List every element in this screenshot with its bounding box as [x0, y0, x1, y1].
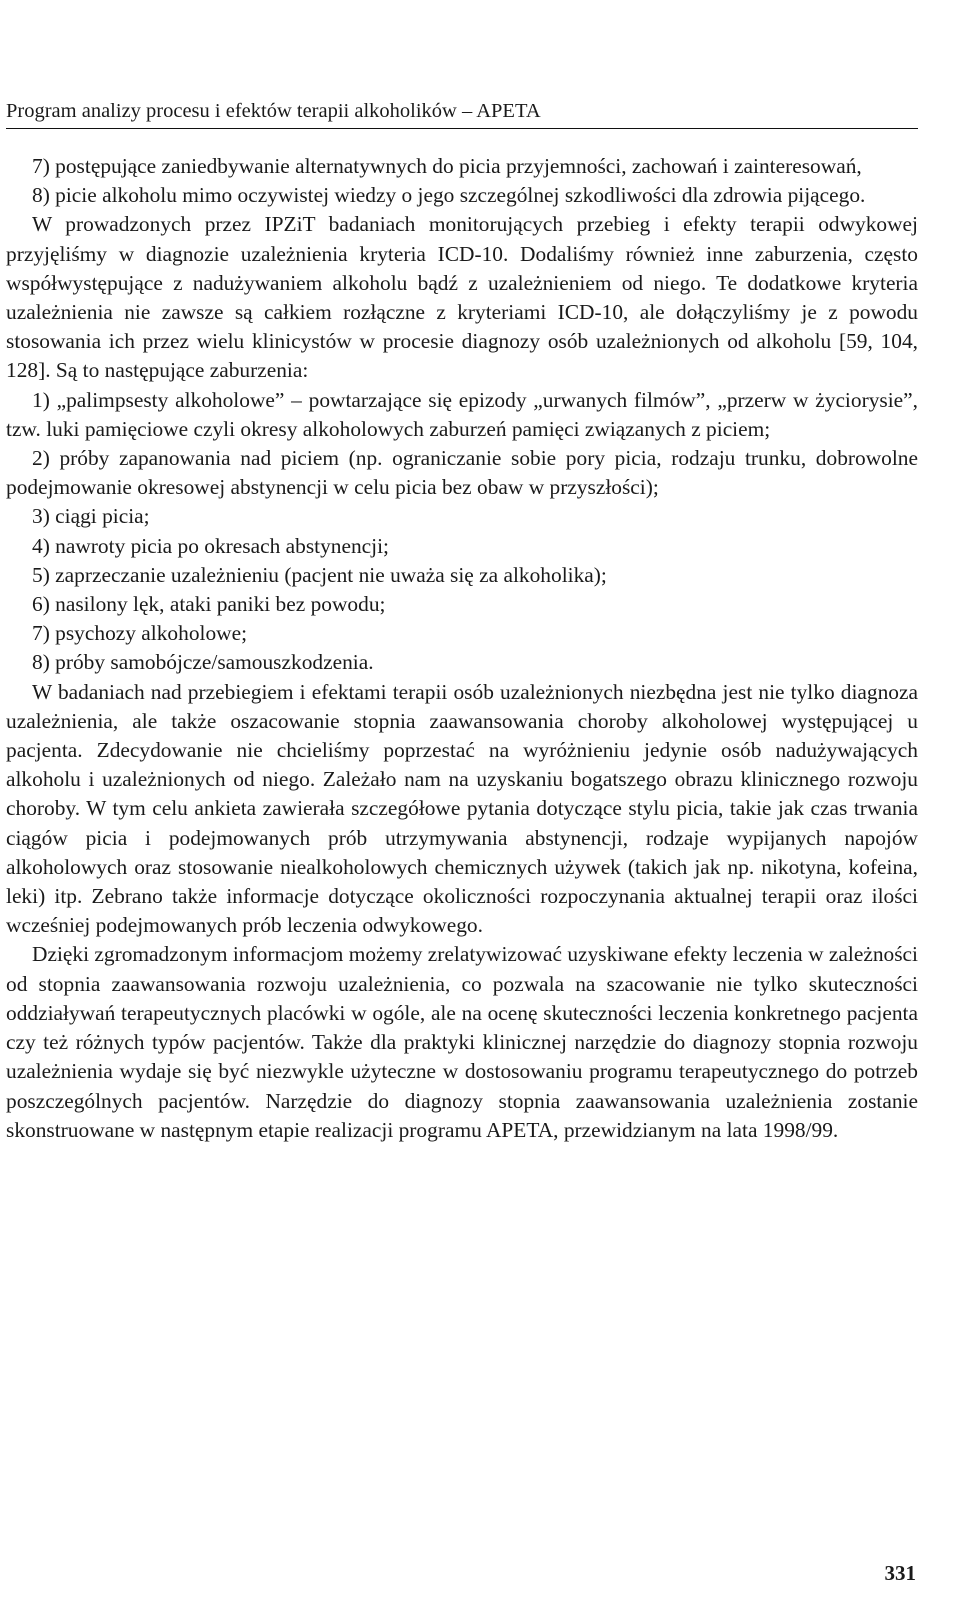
paragraph-severity-assessment: W badaniach nad przebiegiem i efektami terapii osób uzależnionych niezbędna jest nie tylko diagnoza uzależnienia, ale także oszacowanie stopnia zaawansowania choroby alkoholowej występującej u pacjenta. Zdecydowanie nie chcieliśmy poprzestać na wyróżnieniu jedynie osób nadużywających alkoholu i uzależnionych od niego. Zależało nam na uzyskaniu bogatszego obrazu klinicznego rozwoju choroby. W tym celu ankieta zawierała szczegółowe pytania dotyczące stylu picia, takie jak czas trwania ciągów picia i podejmowanych prób utrzymywania abstynencji, rodzaje wypijanych napojów alkoholowych oraz stosowanie niealkoholowych chemicznych używek (takich jak np. nikotyna, kofeina, leki) itp. Zebrano także informacje dotyczące okoliczności rozpoczynania aktualnej terapii oraz ilości wcześniej podejmowanych prób leczenia odwykowego.: [6, 679, 918, 938]
list-item-7: 7) postępujące zaniedbywanie alternatywnych do picia przyjemności, zachowań i zainteresowań,: [32, 154, 862, 178]
disorder-item-8: 8) próby samobójcze/samouszkodzenia.: [32, 650, 374, 675]
disorder-item-5: 5) zaprzeczanie uzależnieniu (pacjent nie uważa się za alkoholika);: [32, 562, 607, 587]
disorder-item-1: 1) „palimpsesty alkoholowe” – powtarzające się epizody „urwanych filmów”, „przerw w życiorysie”, tzw. luki pamięciowe czyli okresy alkoholowych zaburzeń pamięci związanych z piciem;: [6, 387, 918, 441]
page-number: 331: [884, 1561, 916, 1585]
disorder-item-4: 4) nawroty picia po okresach abstynencji;: [32, 533, 389, 558]
paragraph-ipzit-criteria: W prowadzonych przez IPZiT badaniach monitorujących przebieg i efekty terapii odwykowej przyjęliśmy w diagnozie uzależnienia kryteria ICD-10. Dodaliśmy również inne zaburzenia, często współwystępujące z nadużywaniem alkoholu bądź z uzależnieniem od niego. Te dodatkowe kryteria uzależnienia nie zawsze są całkiem rozłączne z kryteriami ICD-10, ale dołączyliśmy je z powodu stosowania ich przez wielu klinicystów w procesie diagnozy osób uzależnionych od alkoholu [59, 104, 128]. Są to następujące zaburzenia:: [6, 212, 918, 383]
disorder-item-6: 6) nasilony lęk, ataki paniki bez powodu;: [32, 592, 386, 617]
disorder-item-3: 3) ciągi picia;: [32, 504, 150, 529]
body-text: [6, 152, 918, 1145]
header-divider: [6, 128, 918, 129]
paragraph-treatment-effects: Dzięki zgromadzonym informacjom możemy zrelatywizować uzyskiwane efekty leczenia w zależności od stopnia zaawansowania rozwoju uzależnienia, co pozwala na szacowanie nie tylko skuteczności oddziaływań terapeutycznych placówki w ogóle, ale na ocenę skuteczności leczenia konkretnego pacjenta czy też różnych typów pacjentów. Także dla praktyki klinicznej narzędzie do diagnozy stopnia rozwoju uzależnienia wydaje się być niezwykle użyteczne w dostosowaniu programu terapeutycznego do potrzeb poszczególnych pacjentów. Narzędzie do diagnozy stopnia zaawansowania uzależnienia zostanie skonstruowane w następnym etapie realizacji programu APETA, przewidzianym na lata 1998/99.: [6, 942, 918, 1142]
disorder-item-2: 2) próby zapanowania nad piciem (np. ograniczanie sobie pory picia, rodzaju trunku, dobrowolne podejmowanie okresowej abstynencji w celu picia bez obaw w przyszłości);: [6, 446, 918, 500]
running-header: Program analizy procesu i efektów terapii alkoholików – APETA: [6, 100, 541, 122]
disorder-item-7: 7) psychozy alkoholowe;: [32, 621, 248, 646]
list-item-8: 8) picie alkoholu mimo oczywistej wiedzy o jego szczególnej szkodliwości dla zdrowia pijącego.: [32, 183, 866, 208]
